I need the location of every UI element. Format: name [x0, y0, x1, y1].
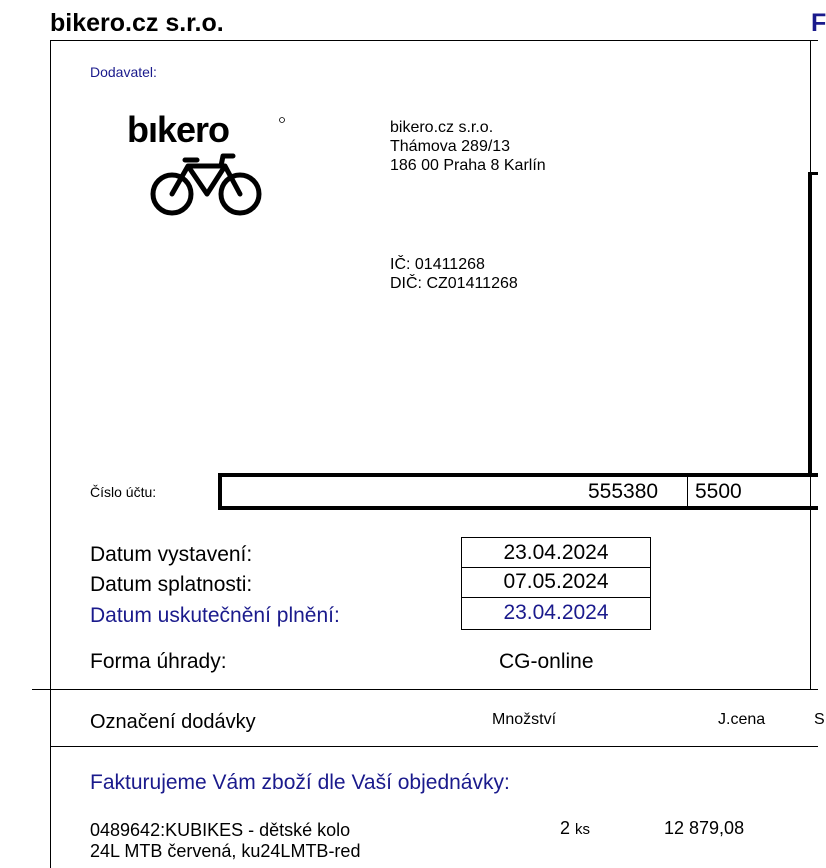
- header-rule: [50, 40, 818, 41]
- supplier-dic: DIČ: CZ01411268: [390, 275, 518, 292]
- invoice-intro: Fakturujeme Vám zboží dle Vaší objednávky:: [90, 771, 510, 794]
- document-title-stub: F: [811, 9, 826, 37]
- column-stub: S: [814, 711, 825, 728]
- column-unit-price: J.cena: [718, 711, 766, 728]
- issued-date-value: 23.04.2024: [461, 537, 651, 568]
- item-qty-value: 2: [560, 818, 571, 838]
- supplier-address: [390, 118, 546, 175]
- account-number: 555380: [588, 480, 659, 503]
- account-label: Číslo účtu:: [90, 484, 157, 500]
- bank-code: 5500: [695, 480, 742, 503]
- column-description: Označení dodávky: [90, 711, 256, 733]
- taxable-date-value: 23.04.2024: [461, 598, 651, 630]
- item-line-2: 24L MTB červená, ku24LMTB-red: [90, 841, 361, 861]
- taxable-date-label: Datum uskutečnění plnění:: [90, 604, 340, 627]
- supplier-city: 186 00 Praha 8 Karlín: [390, 157, 546, 174]
- section-rule-top: [32, 689, 818, 690]
- account-separator: [687, 477, 688, 506]
- customer-box-border: [808, 172, 812, 477]
- line-item-description: [90, 820, 360, 862]
- item-qty-unit: ks: [575, 821, 591, 838]
- line-item-unit-price: 12 879,08: [664, 818, 745, 838]
- customer-box-top: [808, 172, 818, 175]
- supplier-ids: [390, 255, 518, 293]
- line-item-quantity: [560, 818, 590, 839]
- section-rule-bottom: [50, 746, 818, 747]
- supplier-label: Dodavatel:: [90, 64, 157, 80]
- supplier-name: bikero.cz s.r.o.: [390, 119, 494, 136]
- supplier-street: Thámova 289/13: [390, 138, 511, 155]
- item-line-1: 0489642:KUBIKES - dětské kolo: [90, 820, 351, 840]
- due-date-label: Datum splatnosti:: [90, 573, 253, 596]
- payment-method-value: CG-online: [499, 650, 594, 673]
- supplier-ico: IČ: 01411268: [390, 256, 485, 273]
- due-date-value: 07.05.2024: [461, 567, 651, 598]
- payment-method-label: Forma úhrady:: [90, 650, 227, 673]
- bike-logo-icon: [125, 110, 295, 220]
- bikero-logo: [125, 110, 295, 220]
- column-quantity: Množství: [492, 711, 557, 728]
- left-border: [50, 40, 51, 868]
- company-name: bikero.cz s.r.o.: [50, 9, 224, 37]
- svg-text:bıkero: bıkero: [127, 109, 230, 150]
- issued-date-label: Datum vystavení:: [90, 543, 253, 566]
